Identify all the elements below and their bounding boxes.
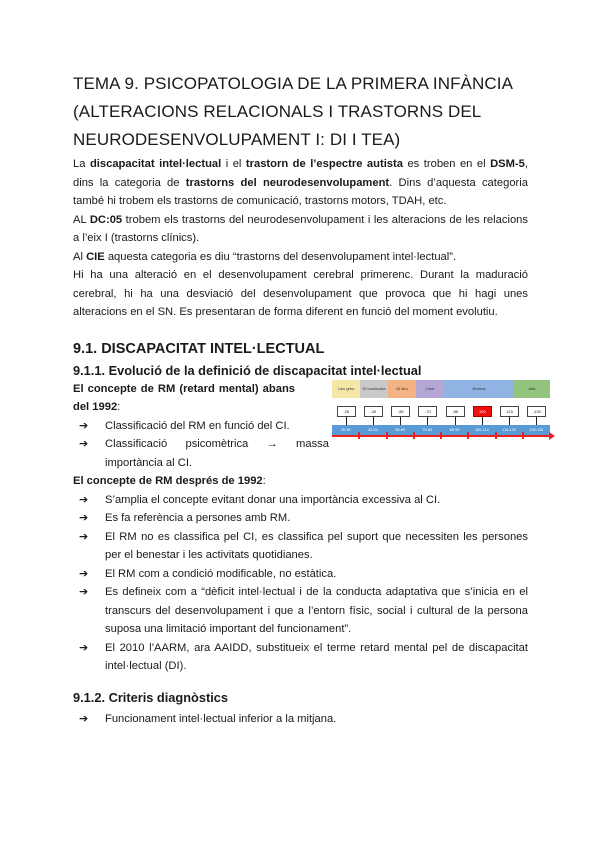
document-title — [73, 70, 528, 154]
iq-classification-figure — [332, 380, 556, 464]
arrow-icon: ➔ — [79, 438, 89, 450]
figure-value-box: -85 — [446, 406, 465, 417]
list-item: ➔ Classificació del RM en funció del CI. — [105, 417, 329, 436]
figure-category: Alta — [514, 380, 550, 398]
figure-scale-segment: 55-69 — [395, 428, 405, 432]
arrow-icon: ➔ — [79, 530, 89, 543]
after-1992-label: El concepte de RM després de 1992: — [73, 475, 266, 487]
subsection-heading-9-1-1: 9.1.1. Evolució de la definició de discapacitat intel·lectual — [73, 362, 422, 378]
list-item: ➔ Funcionament intel·lectual inferior a la mitjana. — [105, 710, 528, 729]
figure-axis-tick — [495, 432, 497, 439]
figure-scale-segment: 115-129 — [502, 428, 516, 432]
figure-scale-segment: 100-114 — [475, 428, 489, 432]
figure-category: DI lleu — [388, 380, 416, 398]
list-item: ➔ El RM no es classifica pel CI, es classifica pel suport que necessiten les persones per el benestar i les activitats quotidianes. — [105, 528, 528, 565]
list-item: ➔ Es fa referència a persones amb RM. — [105, 509, 528, 528]
figure-category: Límit — [416, 380, 444, 398]
figure-value-box: -70 — [418, 406, 437, 417]
intro-paragraph-2: AL DC:05 trobem els trastorns del neurodesenvolupament i les alteracions de les relacions a l’eix I (trastorns clínics). — [73, 213, 528, 244]
before-1992-area — [73, 380, 544, 473]
figure-scale-segment: 70-84 — [422, 428, 433, 432]
figure-value-box: -40 — [364, 406, 383, 417]
section-heading-9-1: 9.1. DISCAPACITAT INTEL·LECTUAL — [73, 340, 325, 357]
figure-scale-segment: 40-54 — [368, 428, 378, 432]
arrow-icon: ➔ — [79, 512, 89, 524]
figure-axis-tick — [358, 432, 360, 439]
figure-axis-tick — [440, 432, 442, 439]
list-item: ➔ Es defineix com a “dèficit intel·lectual i de la conducta adaptativa que s’inicia en el transcurs del desenvolupament i que a l’entorn físic, social i cultural de la persona suposa una limitació important del funcionament”. — [105, 583, 528, 639]
before-1992-label: El concepte de RM (retard mental) abans del 1992: — [73, 382, 295, 413]
figure-value-box: 115 — [500, 406, 519, 417]
title-line-3: NEURODESENVOLUPAMENT I: DI I TEA) — [73, 130, 401, 149]
arrow-icon: ➔ — [79, 567, 89, 580]
figure-scale-segment: 85-99 — [449, 428, 460, 432]
figure-value-box: -25 — [337, 406, 356, 417]
title-line-1: TEMA 9. PSICOPATOLOGIA DE LA PRIMERA INFÀNCIA — [73, 74, 514, 93]
before-1992-list — [73, 417, 329, 473]
list-item: ➔ El RM com a condició modificable, no estàtica. — [105, 565, 528, 584]
list-item: ➔ Classificació psicomètrica → massa importància al CI. — [105, 435, 329, 472]
figure-category: Normal — [444, 380, 514, 398]
after-1992-list — [73, 491, 528, 676]
figure-category: Lleu greu — [332, 380, 360, 398]
figure-axis-tick — [413, 432, 415, 439]
figure-value-box: 100 — [473, 406, 492, 417]
subsection-heading-9-1-2: 9.1.2. Criteris diagnòstics — [73, 689, 229, 705]
intro-paragraph-4: Hi ha una alteració en el desenvolupament cerebral primerenc. Durant la maduració cerebral, hi ha una desviació del desenvolupament que provoca que hi hagi unes alteracions en el SN. Es presentaran de forma diferent en funció del moment evolutiu. — [73, 269, 528, 318]
arrow-icon: ➔ — [79, 586, 89, 598]
title-line-2: (ALTERACIONS RELACIONALS I TRASTORNS DEL — [73, 102, 482, 121]
list-item: ➔ El 2010 l’AARM, ara AAIDD, substitueix el terme retard mental pel de discapacitat intel·lectual (DI). — [105, 639, 528, 676]
arrow-icon: ➔ — [79, 641, 89, 654]
figure-value-box: -130 — [527, 406, 546, 417]
list-item: ➔ S’amplia el concepte evitant donar una importància excessiva al CI. — [105, 491, 528, 510]
figure-axis-tick — [522, 432, 524, 439]
figure-axis-tick — [467, 432, 469, 439]
intro-paragraph-3: Al CIE aquesta categoria es diu “trastorns del desenvolupament intel·lectual”. — [73, 250, 457, 263]
document-page — [73, 70, 544, 728]
arrow-icon: ➔ — [79, 419, 89, 432]
intro-paragraph-1: La discapacitat intel·lectual i el trastorn de l’espectre autista es troben en el DSM-5, dins la categoria de trastorns del neurodesenvolupament. Dins d’aquesta categoria també hi trobem els trastorns de comunicació, trastorns motors, TDAH, etc. — [73, 158, 528, 207]
figure-scale-segment: 25-39 — [340, 428, 351, 432]
figure-axis-tick — [386, 432, 388, 439]
arrow-icon: ➔ — [79, 712, 89, 725]
arrow-icon: ➔ — [79, 493, 89, 506]
figure-value-box: -55 — [391, 406, 410, 417]
figure-scale-segment: 130-145 — [529, 428, 544, 432]
figure-category: DI moderada — [360, 380, 388, 398]
criteria-list — [73, 710, 528, 729]
